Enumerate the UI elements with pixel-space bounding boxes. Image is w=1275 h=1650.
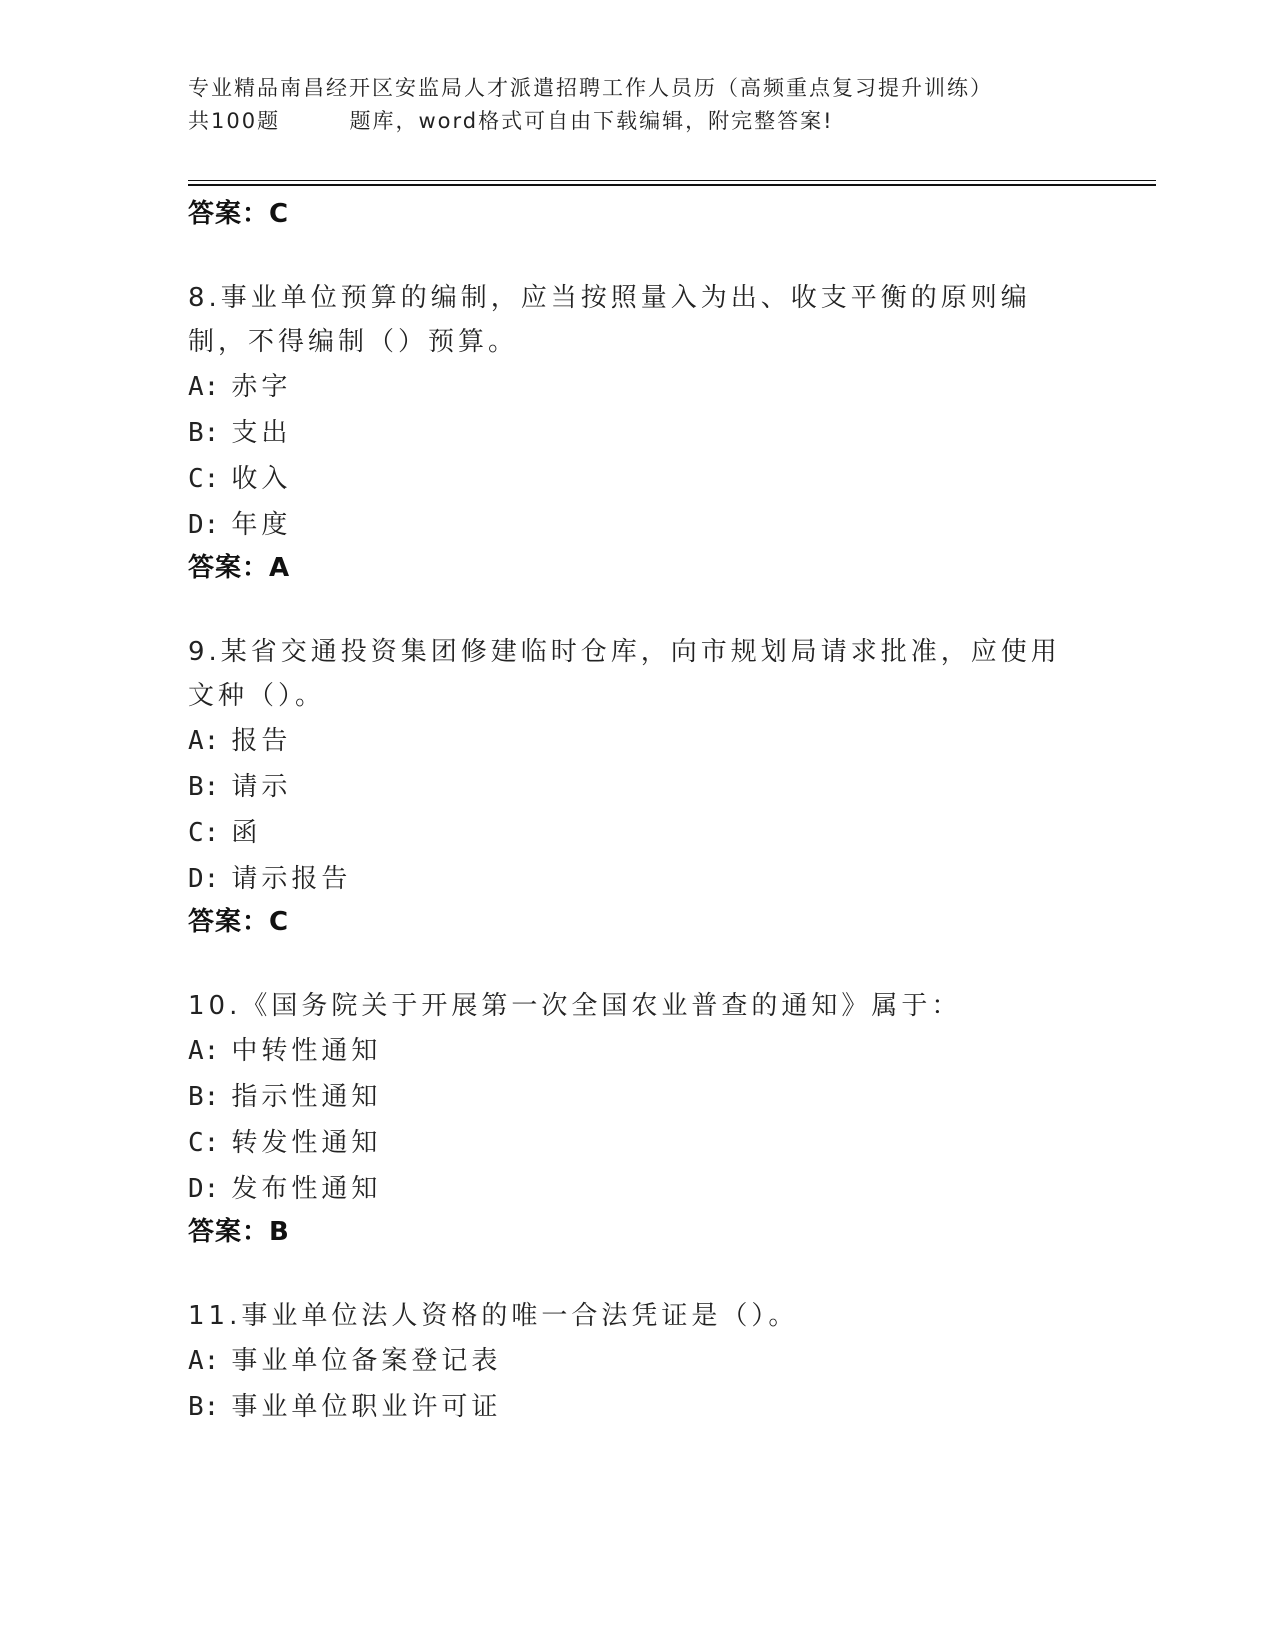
question-stem: 8.事业单位预算的编制，应当按照量入为出、收支平衡的原则编制，不得编制（）预算。 — [188, 283, 1031, 357]
option-text: 中转性通知 — [231, 1036, 382, 1066]
option-text: 收入 — [231, 464, 292, 494]
page-header — [188, 72, 1088, 138]
option-item — [188, 1166, 1088, 1212]
question-stem: 9.某省交通投资集团修建临时仓库，向市规划局请求批准，应使用文种（）。 — [188, 637, 1061, 711]
option-item — [188, 410, 1088, 456]
option-label: B: — [188, 772, 220, 802]
option-item — [188, 1074, 1088, 1120]
option-item — [188, 502, 1088, 548]
header-rule — [188, 180, 1156, 181]
option-item — [188, 1338, 1088, 1384]
option-text: 支出 — [231, 418, 292, 448]
option-item — [188, 364, 1088, 410]
option-text: 年度 — [231, 510, 292, 540]
option-label: A: — [188, 1036, 220, 1066]
option-item — [188, 810, 1088, 856]
option-label: B: — [188, 418, 220, 448]
option-label: D: — [188, 510, 220, 540]
answer-line: 答案：C — [188, 199, 290, 229]
question-block — [188, 630, 1088, 942]
option-label: A: — [188, 372, 220, 402]
question-stem: 10.《国务院关于开展第一次全国农业普查的通知》属于： — [188, 991, 962, 1021]
header-rule-thick — [188, 184, 1156, 186]
option-item — [188, 1028, 1088, 1074]
option-text: 发布性通知 — [231, 1174, 382, 1204]
option-text: 请示 — [231, 772, 292, 802]
option-item — [188, 1384, 1088, 1430]
option-label: B: — [188, 1082, 220, 1112]
option-text: 事业单位职业许可证 — [231, 1392, 502, 1422]
option-item — [188, 856, 1088, 902]
option-item — [188, 1120, 1088, 1166]
question-list — [188, 190, 1088, 1430]
option-label: A: — [188, 726, 220, 756]
option-label: C: — [188, 464, 220, 494]
header-subtitle: 共100题 题库，word格式可自由下载编辑，附完整答案! — [188, 109, 834, 133]
option-item — [188, 764, 1088, 810]
option-text: 转发性通知 — [231, 1128, 382, 1158]
option-text: 报告 — [231, 726, 292, 756]
option-item — [188, 718, 1088, 764]
answer-line: 答案：C — [188, 907, 290, 937]
question-stem: 11.事业单位法人资格的唯一合法凭证是（）。 — [188, 1301, 799, 1331]
answer-line: 答案：A — [188, 553, 291, 583]
option-text: 函 — [231, 818, 262, 848]
option-item — [188, 456, 1088, 502]
option-text: 请示报告 — [231, 864, 352, 894]
option-label: C: — [188, 818, 220, 848]
option-label: D: — [188, 1174, 220, 1204]
question-block — [188, 984, 1088, 1252]
option-text: 指示性通知 — [231, 1082, 382, 1112]
header-title: 专业精品南昌经开区安监局人才派遣招聘工作人员历（高频重点复习提升训练） — [188, 76, 993, 100]
option-label: A: — [188, 1346, 220, 1376]
option-text: 事业单位备案登记表 — [231, 1346, 502, 1376]
option-label: C: — [188, 1128, 220, 1158]
question-block — [188, 276, 1088, 588]
option-text: 赤字 — [231, 372, 292, 402]
option-label: D: — [188, 864, 220, 894]
option-label: B: — [188, 1392, 220, 1422]
question-block — [188, 1294, 1088, 1430]
answer-line: 答案：B — [188, 1217, 290, 1247]
